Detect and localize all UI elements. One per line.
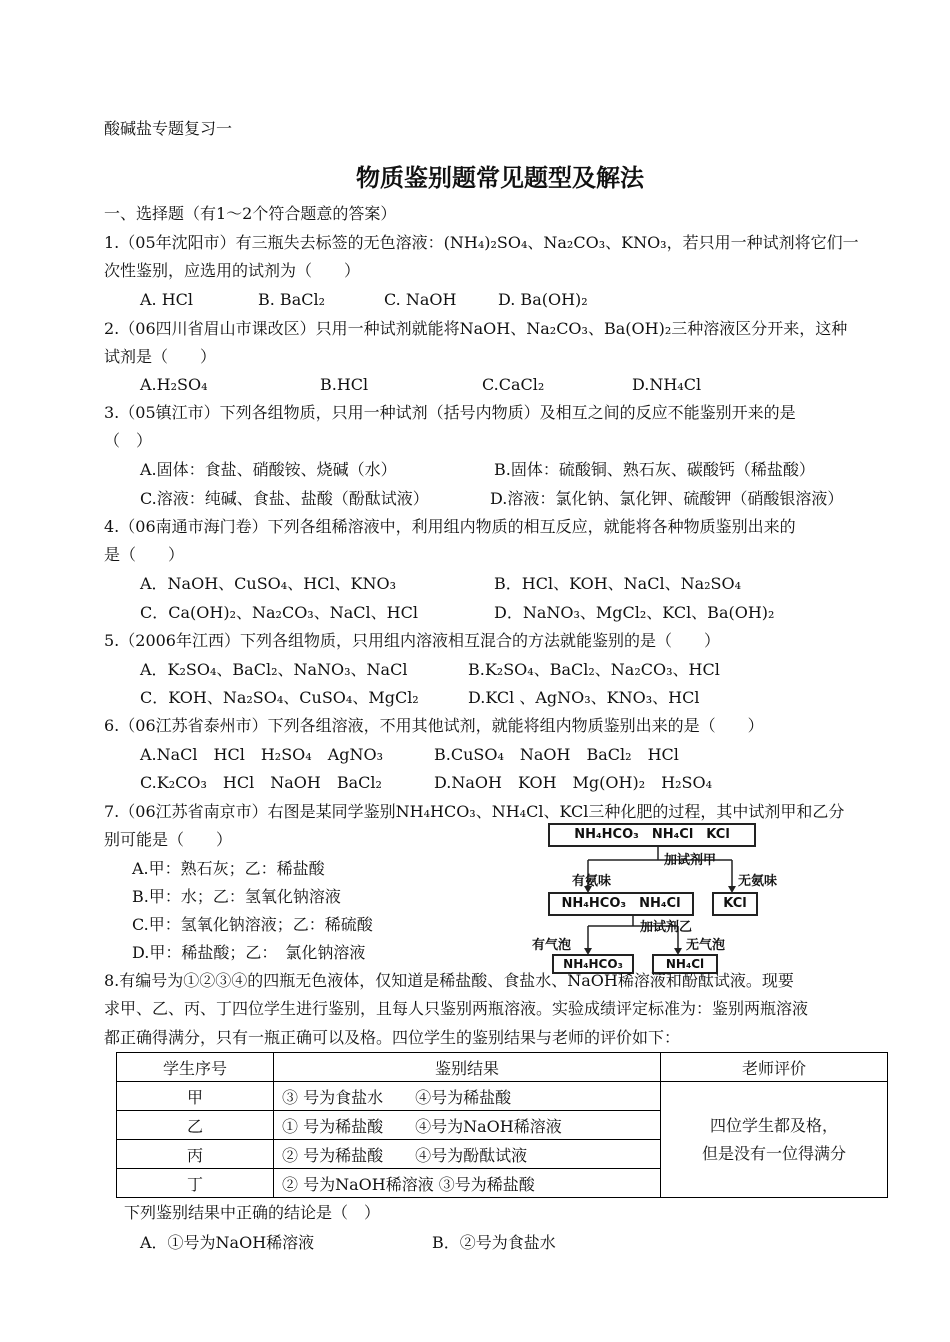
q7-option-b: B.甲：水；乙：氢氧化钠溶液 [132,887,341,906]
header-student: 学生序号 [117,1053,274,1082]
q7-option-a: A.甲：熟石灰；乙：稀盐酸 [132,859,325,878]
q2-option-b: B.HCl [320,375,369,394]
q7-flow-diagram [528,820,818,972]
q2-line1: 2.（06四川省眉山市课改区）只用一种试剂就能将NaOH、Na₂CO₃、Ba(OH)₂三种溶液区分开来，这种 [104,319,848,338]
q5-option-d: D.KCl 、AgNO₃、KNO₃、HCl [468,688,700,707]
flow-mid-box: NH₄HCO₃ NH₄Cl [548,892,694,916]
student-cell: 甲 [117,1082,274,1111]
flow-bubble-label: 有气泡 [532,938,572,953]
q7-line2: 别可能是（ ） [104,830,233,849]
flow-reagent2-label: 加试剂乙 [640,920,693,935]
q7-option-c: C.甲：氢氧化钠溶液；乙：稀硫酸 [132,915,373,934]
header-evaluation: 老师评价 [661,1053,888,1082]
q4-line1: 4.（06南通市海门卷）下列各组稀溶液中，利用组内物质的相互反应，就能将各种物质鉴别出来的 [104,517,796,536]
q5-option-b: B.K₂SO₄、BaCl₂、Na₂CO₃、HCl [468,660,720,679]
q8-line4: 下列鉴别结果中正确的结论是（ ） [124,1203,381,1222]
result-cell: ① 号为稀盐酸 ④号为NaOH稀溶液 [274,1111,661,1140]
q8-option-b: B．②号为食盐水 [432,1233,556,1252]
q6-option-d: D.NaOH KOH Mg(OH)₂ H₂SO₄ [434,773,713,792]
q3-line2: （ ） [104,431,153,450]
q1-option-a: A. HCl [140,290,194,309]
q6-option-a: A.NaCl HCl H₂SO₄ AgNO₃ [140,745,384,764]
result-cell: ③ 号为食盐水 ④号为稀盐酸 [274,1082,661,1111]
table-row [117,1082,888,1111]
q7-option-d: D.甲：稀盐酸；乙： 氯化钠溶液 [132,943,366,962]
q2-option-c: C.CaCl₂ [482,375,545,394]
flow-reagent1-label: 加试剂甲 [664,853,717,868]
flow-bottom-left-box: NH₄HCO₃ [552,954,634,974]
student-cell: 乙 [117,1111,274,1140]
q6-option-c: C.K₂CO₃ HCl NaOH BaCl₂ [140,773,382,792]
q1-option-d: D. Ba(OH)₂ [498,290,588,309]
header-text: 酸碱盐专题复习一 [104,119,233,138]
evaluation-line1: 四位学生都及格， [709,1115,838,1135]
flow-top-box: NH₄HCO₃ NH₄Cl KCl [548,823,756,847]
q8-line1: 8.有编号为①②③④的四瓶无色液体，仅知道是稀盐酸、食盐水、NaOH稀溶液和酚酞试液。现要 [104,971,794,990]
q2-option-d: D.NH₄Cl [632,375,702,394]
flow-bottom-right-box: NH₄Cl [652,954,718,974]
q4-option-c: C．Ca(OH)₂、Na₂CO₃、NaCl、HCl [140,603,418,622]
q5-option-c: C．KOH、Na₂SO₄、CuSO₄、MgCl₂ [140,688,419,707]
result-cell: ② 号为稀盐酸 ④号为酚酞试液 [274,1140,661,1169]
q6-line1: 6.（06江苏省泰州市）下列各组溶液，不用其他试剂，就能将组内物质鉴别出来的是（ ） [104,716,764,735]
table-header-row [117,1053,888,1082]
flow-kcl-box: KCl [712,892,758,916]
q3-option-d: D.溶液：氯化钠、氯化钾、硫酸钾（硝酸银溶液） [490,489,844,508]
page-title: 物质鉴别题常见题型及解法 [356,164,644,192]
q3-option-c: C.溶液：纯碱、食盐、盐酸（酚酞试液） [140,489,429,508]
header-result: 鉴别结果 [274,1053,661,1082]
flow-nobubble-label: 无气泡 [686,938,726,953]
q1-option-b: B. BaCl₂ [258,290,325,309]
q1-line2: 次性鉴别，应选用的试剂为（ ） [104,261,361,280]
q2-line2: 试剂是（ ） [104,347,217,366]
evaluation-line2: 但是没有一位得满分 [701,1143,846,1163]
student-cell: 丙 [117,1140,274,1169]
section-heading: 一、选择题（有1～2个符合题意的答案） [104,204,397,223]
q4-option-b: B．HCl、KOH、NaCl、Na₂SO₄ [494,574,742,593]
q8-line2: 求甲、乙、丙、丁四位学生进行鉴别，且每人只鉴别两瓶溶液。实验成绩评定标准为：鉴别两瓶溶液 [104,999,809,1018]
q3-line1: 3.（05镇江市）下列各组物质，只用一种试剂（括号内物质）及相互之间的反应不能鉴别开来的是 [104,403,796,422]
student-cell: 丁 [117,1169,274,1198]
q1-option-c: C. NaOH [384,290,457,309]
q4-option-d: D．NaNO₃、MgCl₂、KCl、Ba(OH)₂ [494,603,775,622]
flow-smell-label: 有氨味 [572,874,612,889]
evaluation-table [116,1052,888,1198]
q2-option-a: A.H₂SO₄ [140,375,208,394]
q3-option-b: B.固体：硫酸铜、熟石灰、碳酸钙（稀盐酸） [494,460,815,479]
q1-line1: 1.（05年沈阳市）有三瓶失去标签的无色溶液：(NH₄)₂SO₄、Na₂CO₃、KNO₃，若只用一种试剂将它们一 [104,233,859,252]
q7-line1: 7.（06江苏省南京市）右图是某同学鉴别NH₄HCO₃、NH₄Cl、KCl三种化肥的过程，其中试剂甲和乙分 [104,802,845,821]
q4-option-a: A．NaOH、CuSO₄、HCl、KNO₃ [140,574,397,593]
q6-option-b: B.CuSO₄ NaOH BaCl₂ HCl [434,745,679,764]
q8-option-a: A．①号为NaOH稀溶液 [140,1233,315,1252]
q4-line2: 是（ ） [104,545,185,564]
q5-option-a: A．K₂SO₄、BaCl₂、NaNO₃、NaCl [140,660,408,679]
flow-nosmell-label: 无氨味 [738,874,778,889]
q5-line1: 5.（2006年江西）下列各组物质，只用组内溶液相互混合的方法就能鉴别的是（ ） [104,631,720,650]
result-cell: ② 号为NaOH稀溶液 ③号为稀盐酸 [274,1169,661,1198]
evaluation-cell [661,1082,888,1198]
q3-option-a: A.固体：食盐、硝酸铵、烧碱（水） [140,460,397,479]
q8-line3: 都正确得满分，只有一瓶正确可以及格。四位学生的鉴别结果与老师的评价如下： [104,1028,681,1047]
